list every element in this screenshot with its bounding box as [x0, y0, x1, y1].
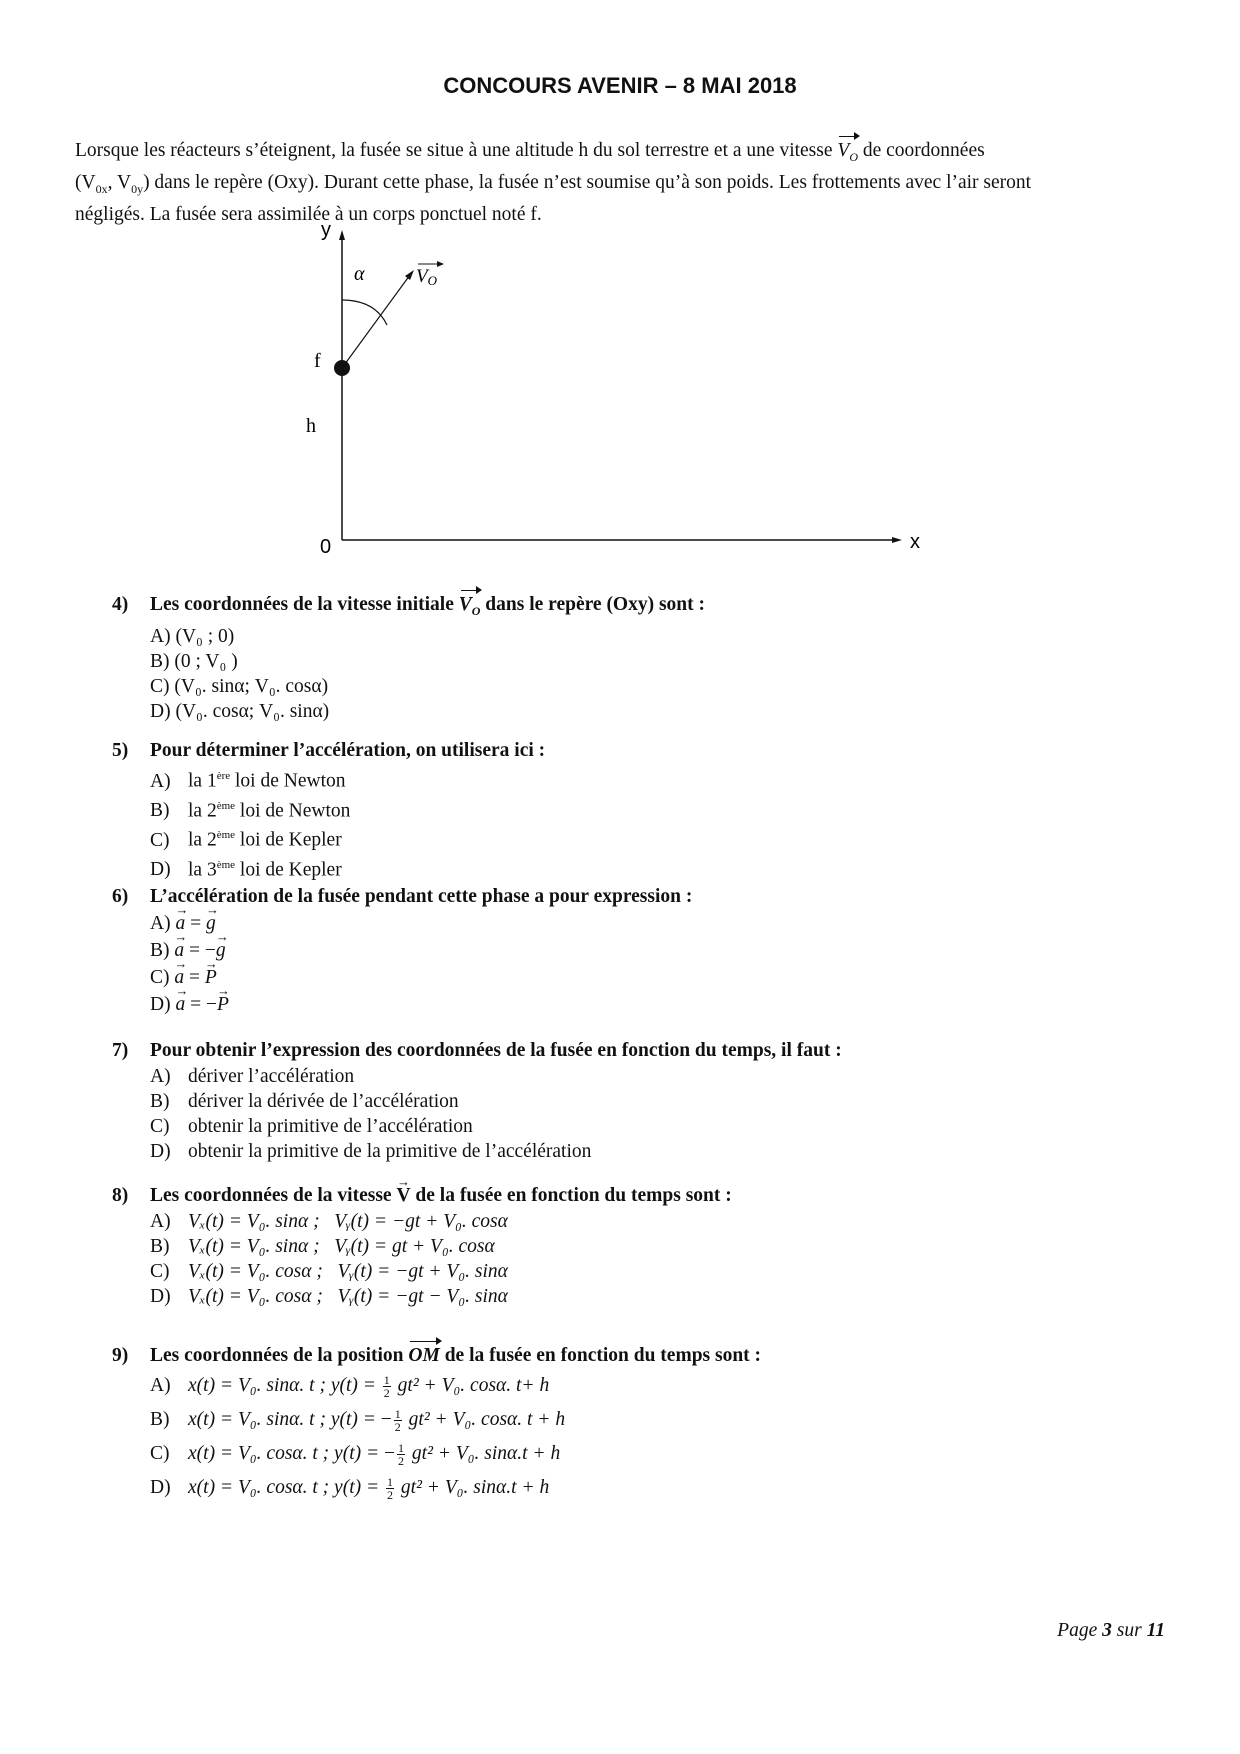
x-axis-arrow	[892, 537, 902, 543]
rocket-point	[334, 360, 350, 376]
option-4d: D) (V₀. cosα; V₀. sinα)	[150, 700, 330, 722]
vector-label: VO	[416, 266, 437, 288]
option-4c: C) (V₀. sinα; V₀. cosα)	[150, 675, 329, 697]
diagram-svg	[290, 220, 940, 560]
option-5c: C) la 2ème loi de Kepler	[150, 829, 342, 851]
option-8a: A) Vₓ(t) = V₀. sinα ; Vᵧ(t) = −gt + V₀. cosα	[150, 1211, 508, 1232]
option-4b: B) (0 ; V₀ )	[150, 650, 238, 672]
option-9b: B) x(t) = V₀. sinα. t ; y(t) = − $\frac{1}{2}$ gt² + V₀. cosα. t + h	[150, 1407, 566, 1435]
angle-label: α	[354, 263, 365, 285]
v0-vector: $V_O$	[459, 592, 481, 624]
intro-paragraph: Lorsque les réacteurs s’éteignent, la fusée se situe à une altitude h du sol terrestre et a une vitesse $V_O$ de coordonnées ($V_{0x}$, $V_{0y}$) dans le repère (Oxy). Durant cette phase, la fusée n’est soumise qu’à son poids. Les frottements avec l’air seront négligés. La fusée sera assimilée à un corps ponctuel noté f.	[75, 140, 1032, 225]
option-8d: D) Vₓ(t) = V₀. cosα ; Vᵧ(t) = −gt − V₀. sinα	[150, 1286, 508, 1307]
origin-label: 0	[320, 536, 332, 558]
option-8c: C) Vₓ(t) = V₀. cosα ; Vᵧ(t) = −gt + V₀. sinα	[150, 1261, 508, 1282]
velocity-vector	[342, 275, 410, 368]
option-7b: B) dériver la dérivée de l’accélération	[150, 1091, 459, 1112]
option-6c: C) a → = P →	[150, 964, 1172, 991]
page-number: Page 3 sur 11	[1057, 1620, 1165, 1641]
option-5a: A) la 1ère loi de Newton	[150, 770, 346, 792]
option-8b: B) Vₓ(t) = V₀. sinα ; Vᵧ(t) = gt + V₀. cosα	[150, 1236, 495, 1257]
question-9: 9) Les coordonnées de la position OM de la fusée en fonction du temps sont : A) x(t) = V₀. sinα. t ; y(t) = $\frac{1}{2}$ gt² + V₀. cosα. t+ h B) x(t) = V₀. sinα. t ; y(t) = − $\frac{1}{2}$ gt² + V₀. cosα. t + h C) x(t) = V₀. cosα. t ; y(t) = − $\frac{1}{2}$ gt² + V₀. sinα.t + h D) x(t) = V₀. cosα. t ; y(t) = $\frac{1}{2}$ gt² + V₀. sinα.t + h	[112, 1343, 1172, 1505]
option-5d: D) la 3ème loi de Kepler	[150, 858, 342, 880]
option-9c: C) x(t) = V₀. cosα. t ; y(t) = − $\frac{1}{2}$ gt² + V₀. sinα.t + h	[150, 1441, 561, 1469]
velocity-arrowhead	[405, 270, 414, 280]
option-5b: B) la 2ème loi de Newton	[150, 799, 351, 821]
y-axis-arrow	[339, 230, 345, 240]
x-axis-label: x	[910, 531, 920, 553]
question-8: 8) Les coordonnées de la vitesse V → de la fusée en fonction du temps sont : A) Vₓ(t) = V₀. sinα ; Vᵧ(t) = −gt + V₀. cosα B) Vₓ(t) = V₀. sinα ; Vᵧ(t) = gt + V₀. cosα C) Vₓ(t) = V₀. cosα ; Vᵧ(t) = −gt + V₀. sinα D) Vₓ(t) = V₀. cosα ; Vᵧ(t) = −gt − V₀. sinα	[112, 1183, 1172, 1309]
option-4a: A) (V₀ ; 0)	[150, 625, 235, 647]
v0-vector: $V_O$	[837, 138, 858, 170]
option-7c: C) obtenir la primitive de l’accélération	[150, 1116, 473, 1137]
point-label: f	[314, 350, 321, 372]
y-axis-label: y	[321, 220, 331, 241]
option-7d: D) obtenir la primitive de la primitive de l’accélération	[150, 1141, 592, 1162]
trajectory-diagram	[290, 220, 940, 560]
question-6: 6) L’accélération de la fusée pendant cette phase a pour expression : A) a → = g → B) a → = −g → C) a → = P → D) a → = −P →	[112, 884, 1172, 1018]
om-vector: OM	[408, 1343, 439, 1369]
page-header: CONCOURS AVENIR – 8 MAI 2018	[443, 73, 797, 98]
option-6d: D) a → = −P →	[150, 991, 1172, 1018]
height-label: h	[306, 415, 316, 437]
option-6a: A) a → = g →	[150, 910, 1172, 937]
option-7a: A) dériver l’accélération	[150, 1066, 355, 1087]
question-7: 7) Pour obtenir l’expression des coordonnées de la fusée en fonction du temps, il faut : A) dériver l’accélération B) dériver la dérivée de l’accélération C) obtenir la primitive de l’accélération D) obtenir la primitive de la primitive de l’accélération	[112, 1038, 1172, 1164]
angle-arc	[342, 300, 387, 325]
option-9a: A) x(t) = V₀. sinα. t ; y(t) = $\frac{1}{2}$ gt² + V₀. cosα. t+ h	[150, 1373, 550, 1401]
v-vector: V →	[396, 1183, 410, 1209]
question-5: 5) Pour déterminer l’accélération, on utilisera ici : A) la 1ère loi de Newton B) la 2ème loi de Newton C) la 2ème loi de Kepler D) la 3ème loi de Kepler	[112, 738, 1172, 882]
question-4: 4) Les coordonnées de la vitesse initiale $V_O$ dans le repère (Oxy) sont : A) (V₀ ; 0) B) (0 ; V₀ ) C) (V₀. sinα; V₀. cosα) D) (V₀. cosα; V₀. sinα)	[112, 592, 1172, 724]
vector-label-arrow	[437, 261, 444, 267]
option-9d: D) x(t) = V₀. cosα. t ; y(t) = $\frac{1}{2}$ gt² + V₀. sinα.t + h	[150, 1475, 550, 1503]
option-6b: B) a → = −g →	[150, 937, 1172, 964]
